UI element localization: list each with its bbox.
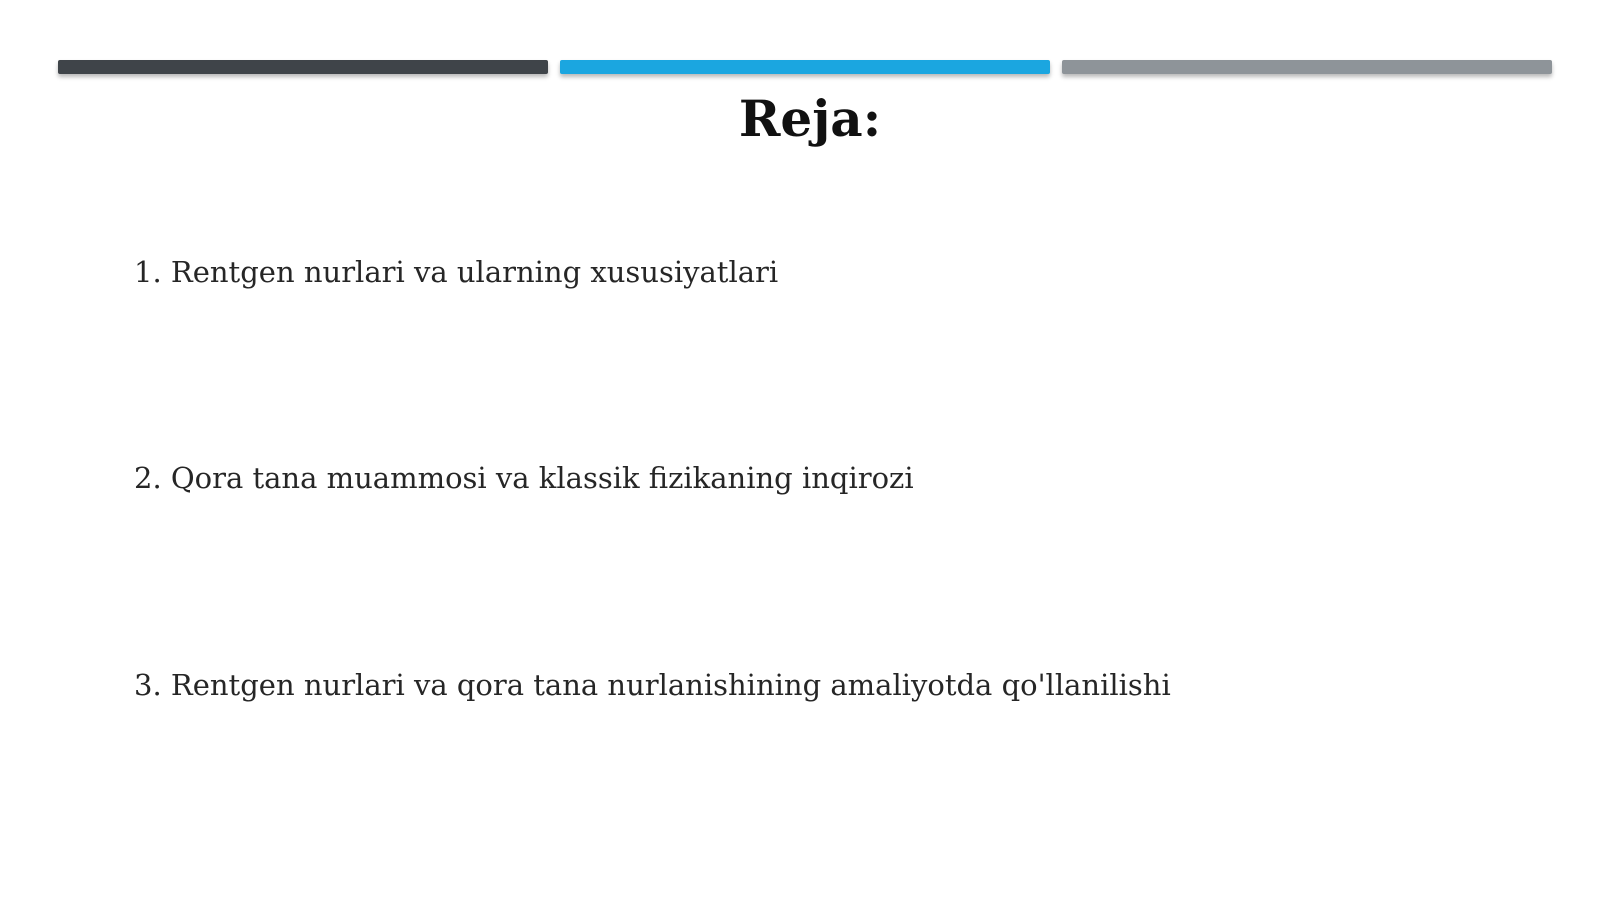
plan-item-2: 2. Qora tana muammosi va klassik fizikaning inqirozi — [134, 461, 914, 495]
accent-bar-dark — [58, 60, 548, 74]
slide-title: Reja: — [738, 89, 882, 148]
accent-bar-blue — [560, 60, 1050, 74]
accent-bar-gray — [1062, 60, 1552, 74]
plan-item-1: 1. Rentgen nurlari va ularning xususiyatlari — [134, 255, 779, 289]
plan-item-3: 3. Rentgen nurlari va qora tana nurlanishining amaliyotda qo'llanilishi — [134, 668, 1171, 702]
